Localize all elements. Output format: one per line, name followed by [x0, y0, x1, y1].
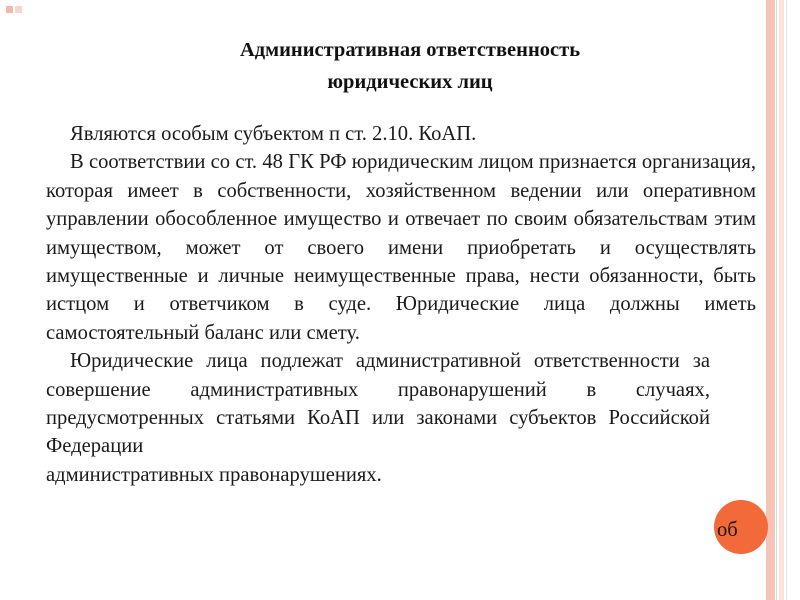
right-stripe-decoration [766, 0, 775, 600]
title-line: Административная ответственность [239, 39, 581, 61]
right-stripe-decoration [779, 0, 784, 600]
corner-square-decoration [6, 6, 13, 13]
right-stripe-decoration [786, 0, 787, 600]
title-line: юридических лиц [327, 71, 493, 93]
slide-body [46, 120, 756, 489]
paragraph-liability-end: административных правонарушениях. [46, 463, 382, 486]
corner-square-decoration [15, 6, 22, 13]
paragraph-liability: Юридические лица подлежат административной ответственности за совершение административных правонарушений в случаях, предусмотренных статьями КоАП или законами субъектов Российской Федерации [46, 350, 710, 458]
right-stripe-decoration [776, 0, 777, 600]
paragraph-intro: Являются особым субъектом п ст. 2.10. КоАП. [70, 123, 477, 145]
highlight-circle-text: об [717, 519, 738, 541]
slide-title [110, 34, 710, 98]
paragraph-definition: В соответствии со ст. 48 ГК РФ юридическим лицом признается организация, которая имеет в собственности, хозяйственном ведении или оперативном управлении обособленное имущество и отвечает по своим обязательствам этим имуществом, может от своего имени приобретать и осуществлять имущественные и личные неимущественные права, нести обязанности, быть истцом и ответчиком в суде. Юридические лица должны иметь самостоятельный баланс или смету. [46, 151, 756, 344]
